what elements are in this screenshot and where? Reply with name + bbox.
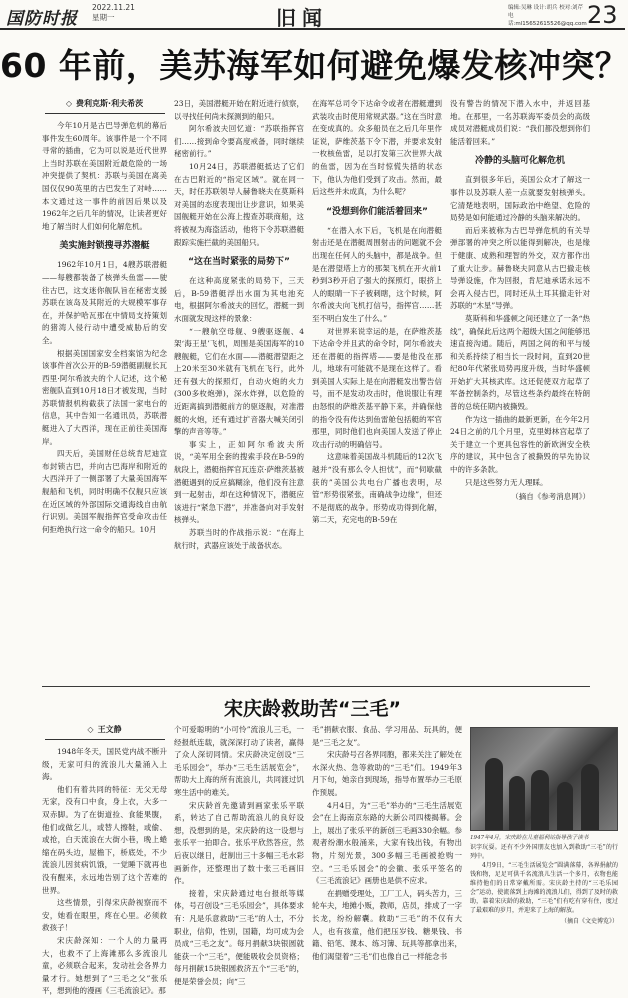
- author-name: 费利克斯·利夫希茨: [76, 99, 144, 108]
- paragraph: “在潜入水下后，飞机是在向潜艇射击还是在潜艇周围射击的问题就不会出现在任何人的头脑中，都是战争。但是在潜望塔上方的那架飞机在开火前1秒到3秒开启了强大的探照灯，眼挤上人的眼睛一下子被刺瞎，这个时候，阿尔希波夫向飞机打信号，指挥官……甚至不明白发生了什么。”: [312, 225, 442, 323]
- issue-date: [92, 3, 135, 23]
- article1-column-1: [42, 98, 167, 688]
- paragraph: 阿尔希波夫回忆道：“苏联指挥官们……接到命令要高度戒备，同时继续秘密前行。”: [174, 124, 304, 159]
- paragraph: 宋庆龄深知：一个人的力量再大，也救不了上海滩那么多流浪儿童，必须联合起来，发动社会各界力量才行。她想到了“三毛之父”张乐平，想到他的漫画《三毛流浪记》。那: [42, 935, 167, 996]
- paragraph: 在海军总司令下达命令或者在潜艇遭到武装攻击时使用常规武器。”这在当时意在变成真的。众多船员在之后几年里作证说，萨维茨基下令下潜，并要求发射一枚核鱼雷，足以打发第三次世界大战的鱼雷，因为在当时惊慌失措的状态下，他认为他们受到了攻击。然而，最后这些并未成真，为什么呢？: [312, 99, 442, 197]
- article2-byline: [42, 724, 167, 740]
- paragraph: 接着，宋庆龄通过电台报纸等媒体，号召创设“三毛乐园会”，具体要求有：凡是乐意救助“三毛”的人士，不分职业，信仰，性别，国籍，均可成为会员成“三毛之友”。每月捐献3块银圆就能获一个“三毛”，便能吸收会员资格；每月捐献15块银圆救济五个“三毛”的，便是荣誉会员；向“三: [174, 888, 304, 986]
- article2-column-3: [312, 724, 462, 961]
- article1-column-2: [174, 98, 304, 688]
- paragraph: 在这种高度紧张的局势下，三天后，B-59潜艇浮出水面为其电池充电，根据阿尔希波夫的回忆，潜艇一到水面就发现这样的景象：: [174, 276, 304, 323]
- paragraph: 根据美国国家安全档案馆为纪念该事件首次公开的B-59潜艇副舰长瓦西里·阿尔希波夫的个人记述，这个秘密舰队直到10月18日才被发现，当时苏联情报机构截获了法国一家电台的信息，其中告知一名通讯员，苏联潜艇进入了大西洋，现在正前往美国海岸。: [42, 348, 167, 446]
- article2-column-1: [42, 724, 167, 996]
- paragraph: “一艘航空母舰、9艘驱逐舰、4架‘海王星’飞机，周围是美国海军的10艘舰艇，它们在水面——潜艇潜望距之上20米至30米就有飞机在飞行，此外还有强大的探照灯，自动火炮的火力(300多枚炮弹)，深水炸弹，以危险的近距离搞到潜艇前方的驱逐舰，对准潜艇的火炮，还有通过扩音器大喊关闭引擎的声音等等。”: [174, 326, 304, 437]
- photo-figure: [531, 770, 549, 830]
- subheading: 冷静的头脑可化解危机: [474, 156, 565, 167]
- diamond-icon: ◇: [65, 99, 73, 108]
- article1-byline: [42, 98, 167, 114]
- editor-credits: [508, 4, 586, 28]
- paragraph: 作为这一插曲的最新更新，在今年2月24日之前的几个月里，克里姆林宫起草了关于建立一个更具包容性的新欧洲安全秩序的建议，其中包含了被撕毁的早先协议中的许多条款。: [450, 414, 590, 475]
- article2-column-4: [470, 843, 618, 925]
- paragraph: 个可爱聪明的“小可怜”流浪儿三毛，一经报纸连载，就深深打动了读者，赢得了众人深切同情。宋庆龄决定创设“三毛乐园会”，举办“三毛生活展览会”，帮助大上海的所有流浪儿，共同渡过饥寒生活中的难关。: [174, 725, 304, 797]
- article2-headline: 宋庆龄救助苦“三毛”: [224, 698, 401, 720]
- subheading: 美实施封锁搜寻苏潜艇: [59, 241, 150, 252]
- paragraph: 莫斯科和华盛顿之间还建立了一条“热线”，确保此后这两个超级大国之间能够迅速直接沟通。随后，两国之间的和平与缓和关系持续了相当长一段时间，直到20世纪80年代紧张局势再度升级，当时华盛顿开始扩大其核武库。这还促使双方起草了军备控制条约，尽管这些条约最终在特朗普的总统任期内被撕毁。: [450, 313, 590, 412]
- article1-column-3: [312, 98, 442, 688]
- article2-column-2: [174, 724, 304, 986]
- paragraph: 这意味着美国战斗机随后的12次飞越并“没有那么令人担忧”，而“伺歇截获的”美国公共电台广播也表明，尽管“形势很紧张，南确战争边缘”，但还不是彻底的战争。形势成功得到化解，第二天，充完电的B-59在: [312, 452, 442, 525]
- paragraph: 4月4日，为“三毛”举办的“三毛生活展览会”在上海南京东路的大新公司四楼揭幕。会上，展出了张乐平的新创三毛画330余幅。参观者纷潮水般涌来，大家有钱出钱，有物出物，片刻光景，300多幅三毛画被抢购一空。“三毛乐园会”的会徽、张乐平签名的《三毛流浪记》画册也是供不应求。: [312, 800, 462, 886]
- masthead: [0, 0, 625, 30]
- paragraph: 苏联当时的作战指示说：“在海上航行时，武器应该处于战备状态。: [174, 528, 304, 550]
- photo-caption: 1947年4月，宋庆龄在儿童福利站指导孩子读书: [470, 835, 589, 841]
- weekday-line: 星期一: [92, 13, 115, 22]
- paragraph: 宋庆龄号召各界同胞，都来关注了解处在水深火热、急等救助的“三毛”们。1949年3月下旬，她亲自到现场，指导布置举办三毛原作预展。: [312, 750, 462, 797]
- photo-figure: [509, 776, 525, 830]
- paragraph: 对世界来说幸运的是，在萨维茨基下达命令并且武的命令时，阿尔希波夫还在潜艇的指挥塔——要是他没在那儿，地球有可能就不是现在这样了。看到美国人实际上是在向潜艇发出警告信号，而不是发动攻击时，他说服让有理由怒恨的萨维茨基平静下来，并确保他的指令没有传达到鱼雷舱包括艇的军官那里，同时他们也向美国人发送了停止攻击行动的明确信号。: [312, 326, 442, 449]
- paragraph: 事实上，正如阿尔希波夫所说，“美军用全套的搜索手段在B-59的航段上，潜艇指挥官瓦连京·萨维茨基被潜艇遇到的反应搞糊涂，他们没有注意到一起射击，却在这种情况下，潜艇应该进行“紧急下潜”，并准备向对手发射核弹头。: [174, 439, 304, 525]
- paragraph: 这些情景，引得宋庆龄视察而不安，她看在眼里，疼在心里。必须救救孩子！: [42, 898, 167, 933]
- paragraph: 只是这些努力无人理睬。: [465, 477, 548, 487]
- paragraph: 今年10月是古巴导弹危机的幕后事件发生60周年。该事件是一个不同寻常的插曲，它为可以说是近代世界上当时苏联在美国附近最危险的一场冲突提供了契机：苏联与美国在离美国仅仅90英里的古巴发生了对峙……本文通过这一事件的前因后果以及1962年之后几年的情况，让读者更好地了解当时人们如何化解危机。: [42, 121, 167, 231]
- paragraph: 1948年冬天，国民党内战不断升级，无家可归的流浪儿大量涌入上海。: [42, 747, 167, 782]
- paragraph: 直到很多年后，美国公众才了解这一事件以及苏联人差一点就要发射核弹头。它清楚地表明，国际政治中绝望、危险的局势是如何能通过冷静的头脑来解决的。: [450, 175, 590, 223]
- photo-figure: [557, 782, 573, 830]
- section-title: 旧闻: [276, 6, 328, 30]
- paragraph: 毛”捐献衣服、食品、学习用品、玩具的，便是“三毛之友”。: [312, 725, 462, 747]
- paragraph: 4月9日，“三毛生活展览会”圆满落幕，各界捐献的钱和物，足足可供千名流浪儿生活一个多月，衣物也能维持他们的日常穿戴所需。宋庆龄主持的“三毛乐园会”运动，使流落到上海滩的流浪儿们，得到了及时的救助，靠着宋庆龄的救助，“三毛”们有吃有穿有住，度过了最艰难的岁月，并迎来了上海的解放。: [470, 862, 618, 914]
- photo-figure: [581, 764, 599, 830]
- paragraph: 1962年10月1日，4艘苏联潜艇——每艘都装备了核弹头鱼雷——驶往古巴，这支迷你舰队旨在秘密支援苏联在该岛及其附近的大规模军事存在，并保护哈瓦那在中情局支持策划的猪湾人侵行动中遭受威胁后的安全。: [42, 260, 167, 345]
- paragraph: 四天后，美国财任总统肯尼迪宣布封锁古巴，并向古巴海岸和附近的大西洋开了一侧部署了大量美国海军舰船和飞机，同时明确不仅舰只应该在近区域的外部国际交通海线自由航行识别。美国军舰指挥官受命攻击任何拒绝执行这一命令的船只。10月: [42, 449, 167, 534]
- newspaper-logo: 国防时报: [6, 9, 78, 29]
- paragraph: 宋庆龄首先邀请到画家张乐平联系，转达了自己帮助流浪儿的良好设想，没想到的是，宋庆龄的这一设想与张乐平一拍即合。张乐平欣然答应，然后夜以继日，赶制出三十多幅三毛水彩画新作，还整理出了数十张三毛画旧作。: [174, 800, 304, 886]
- source-credit: （摘自《文史博览》）: [560, 918, 618, 925]
- article1-headline: 60 年前，美苏海军如何避免爆发核冲突？: [0, 46, 628, 85]
- paragraph: 识字玩耍。还有不少外国朋友也加入到救助“三毛”的行列中。: [470, 844, 618, 860]
- contact-line: 电话:ml15652615526@qq.com: [508, 13, 587, 27]
- historical-photo: [470, 727, 618, 831]
- source-credit: （摘自《参考消息网》）: [511, 492, 590, 502]
- author-name: 王文静: [97, 725, 122, 734]
- subheading: “没想到你们能活着回来”: [326, 206, 428, 217]
- page-number: 23: [587, 1, 618, 29]
- paragraph: 而后来被称为古巴导弹危机的有关导弹部署的冲突之所以能得到解决，也是缘于健康、成熟和理智的外交，双方都作出了重大让步。赫鲁晓夫同意从古巴撤走核导弹设施，作为回报，肯尼迪承诺永远不会再入侵古巴，同时还从土耳其撤走针对苏联的“木星”导弹。: [450, 225, 590, 311]
- article1-column-4: [450, 98, 590, 688]
- photo-figure: [485, 758, 503, 830]
- paragraph: 在捐赠受理处，工厂工人，码头苦力，三轮车夫，地摊小贩，教师，店员，排成了一字长龙，纷纷解囊。救助“三毛”的不仅有大人，也有孩童，他们把压岁钱、糖果钱、书籍、铅笔、课本、练习簿、玩具等都拿出来，他们渴望着“三毛”们也像自己一样能念书: [312, 888, 462, 961]
- paragraph: 10月24日，苏联潜艇抵达了它们在古巴附近的“指定区域”。就在同一天，时任苏联领导人赫鲁晓夫在莫斯科对美国的态度表现出让步意识，如果美国舰艇开始在公海上搜查苏联商船，这将被视为海盗活动，他将下令苏联潜艇跟踪实施拦截的美国船只。: [174, 161, 304, 247]
- editor-line: 编辑:吴琳 设计:胡兵 校对:刘芹: [508, 5, 584, 11]
- diamond-icon: ◇: [87, 725, 94, 734]
- paragraph: 没有警告的情况下潜入水中，并返回基地。在那里，一名苏联海军委员会的高级成员对潜艇成员们说：“我们都没想到你们能活着回来。”: [450, 99, 590, 146]
- paragraph: 他们有着共同的特征：无父无母无家，没有口中食，身上衣，大多一双赤脚。为了在街道捡、食能果腹，他们或做乞儿，或替人擦鞋，或偷、或抢，白天流浪在大街小巷，晚上蜷缩在码头边，屋檐下，桥底处，不少流浪儿因贫病饥饿，一觉睡下就再也没有醒来，永远地告别了这个苦难的世界。: [42, 784, 167, 895]
- paragraph: 23日，美国潜艇开始在附近进行侦察，以寻找任何尚未探测到的船只。: [174, 99, 304, 121]
- article-divider: [42, 686, 590, 687]
- subheading: “这在当时紧张的局势下”: [188, 257, 290, 268]
- date-line: 2022.11.21: [92, 3, 135, 12]
